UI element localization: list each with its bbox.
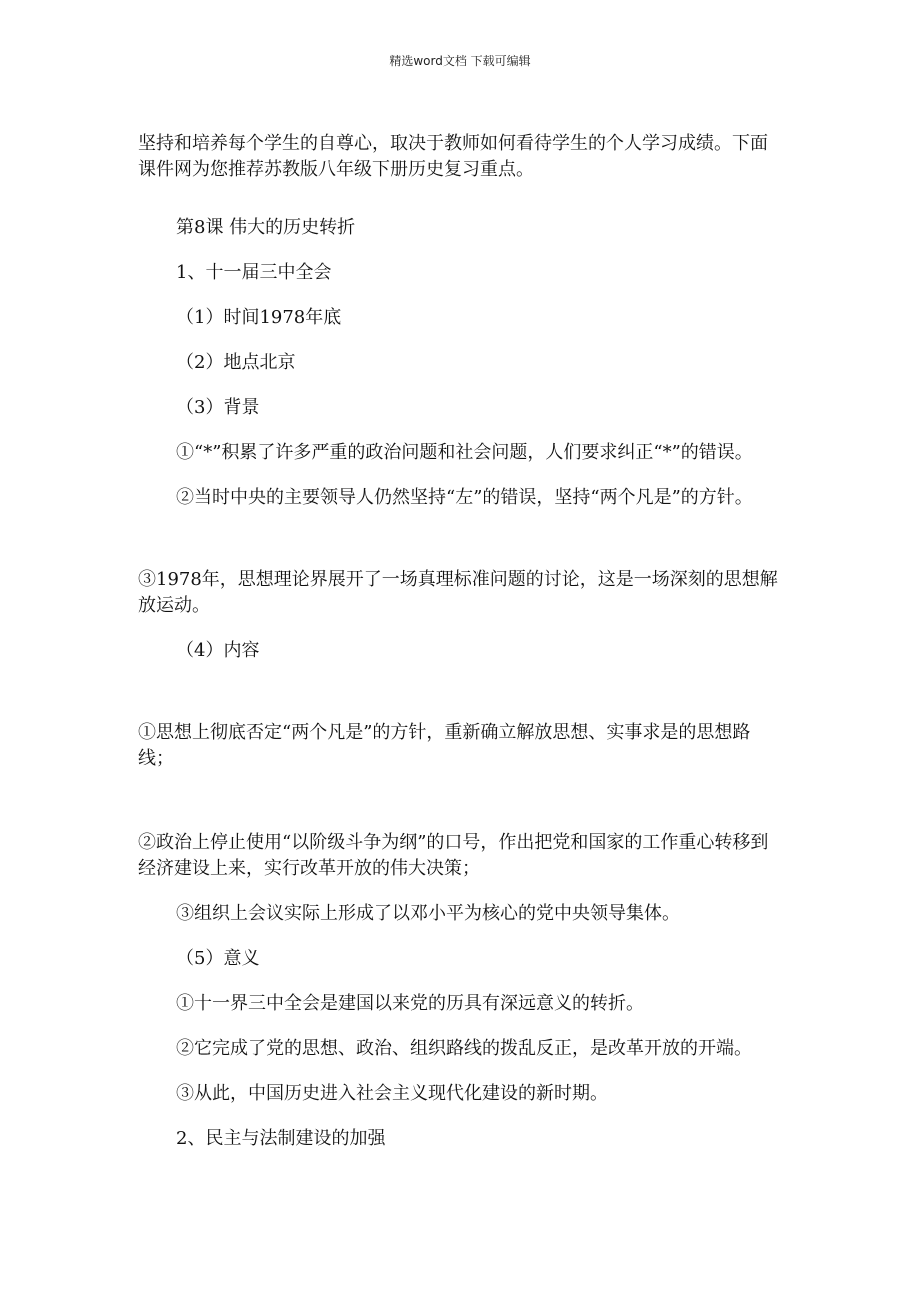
intro-paragraph: 坚持和培养每个学生的自尊心，取决于教师如何看待学生的个人学习成绩。下面课件网为您推荐苏教版八年级下册历史复习重点。 <box>138 133 768 180</box>
background-item: ③1978年，思想理论界展开了一场真理标准问题的讨论，这是一场深刻的思想解放运动。 <box>138 569 778 616</box>
subsection-heading: （4）内容 <box>176 640 260 661</box>
subsection-heading: （3）背景 <box>176 397 260 418</box>
meeting-time: （1）时间1978年底 <box>176 307 342 328</box>
content-item: ②政治上停止使用“以阶级斗争为纲”的口号，作出把党和国家的工作重心转移到经济建设上来，实行改革开放的伟大决策； <box>138 832 769 879</box>
section-heading: 1、十一届三中全会 <box>176 262 332 283</box>
significance-item: ③从此，中国历史进入社会主义现代化建设的新时期。 <box>176 1083 608 1104</box>
section-heading: 2、民主与法制建设的加强 <box>176 1128 386 1149</box>
page-header: 精选word文档 下载可编辑 <box>389 54 531 68</box>
lesson-title: 第8课 伟大的历史转折 <box>176 217 356 238</box>
significance-item: ①十一界三中全会是建国以来党的历具有深远意义的转折。 <box>176 993 644 1014</box>
meeting-place: （2）地点北京 <box>176 352 296 373</box>
content-item: ③组织上会议实际上形成了以邓小平为核心的党中央领导集体。 <box>176 903 680 924</box>
subsection-heading: （5）意义 <box>176 948 260 969</box>
background-item: ②当时中央的主要领导人仍然坚持“左”的错误，坚持“两个凡是”的方针。 <box>176 487 753 508</box>
content-item: ①思想上彻底否定“两个凡是”的方针，重新确立解放思想、实事求是的思想路线； <box>138 722 751 769</box>
document-body <box>138 131 778 1152</box>
significance-item: ②它完成了党的思想、政治、组织路线的拨乱反正，是改革开放的开端。 <box>176 1038 752 1059</box>
background-item: ①“*”积累了许多严重的政治问题和社会问题，人们要求纠正“*”的错误。 <box>176 442 753 463</box>
